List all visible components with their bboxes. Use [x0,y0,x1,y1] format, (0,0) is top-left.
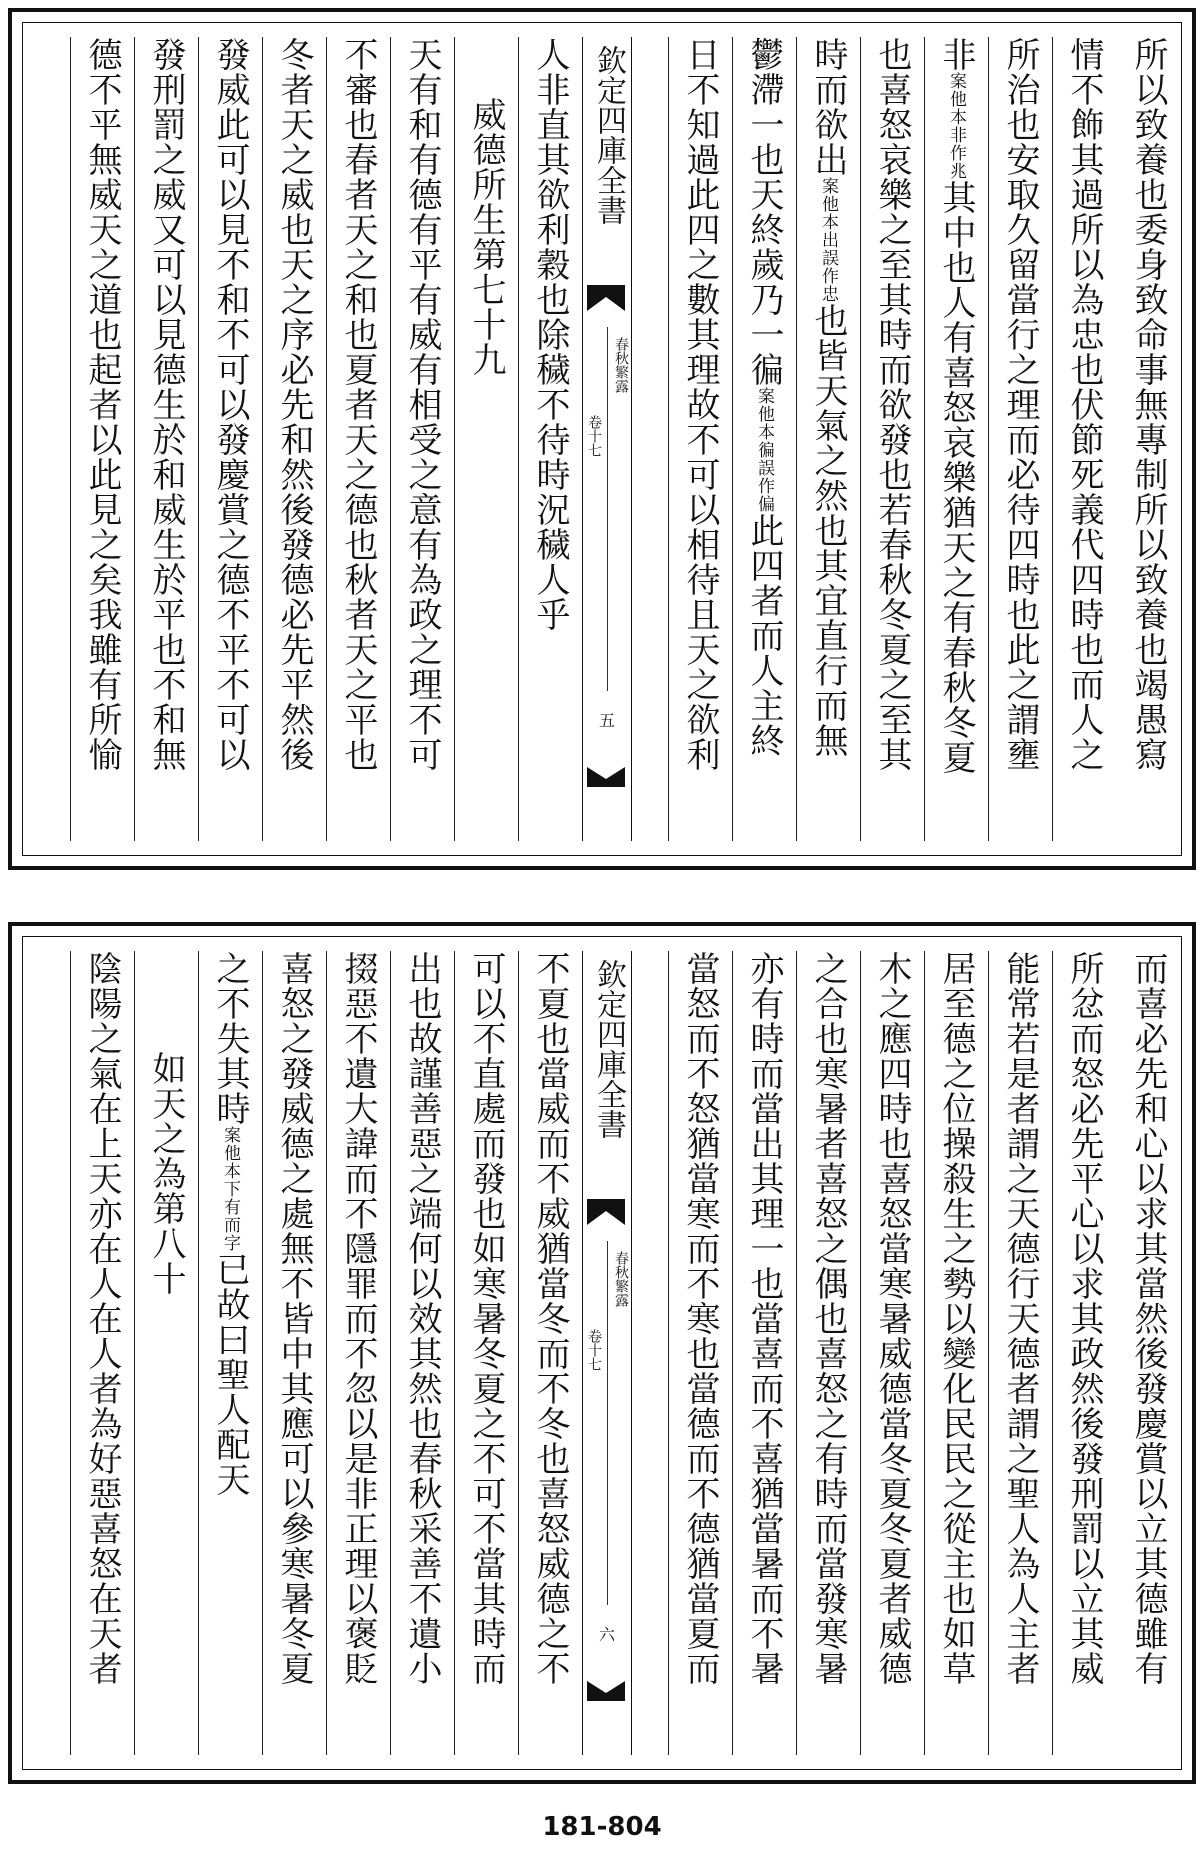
collation-note: 案他本非作兆 [946,72,966,180]
fold-page-number: 六 [598,1625,615,1644]
fold-center-line [607,1241,608,1605]
column-text: 德不平無威天之道也起者以此見之矣我雖有所愉 [82,37,122,772]
column-text: 天有和有德有平有威有相受之意有為政之理不可 [402,37,442,772]
text-column [796,951,860,1755]
column-text: 而喜必先和心以求其當然後發慶賞以立其德雖有 [1128,951,1168,1686]
fishtail-mark-bottom-icon [587,1681,625,1701]
fold-book-title: 春秋繁露 [613,337,629,393]
collation-note: 案他本下有而字 [220,1126,240,1252]
text-column [1052,951,1116,1755]
column-text: 非 [936,37,976,72]
column-text: 木之應四時也喜怒當寒暑威德當冬夏冬夏者威德 [872,951,912,1686]
column-text: 之合也寒暑者喜怒之偶也喜怒之有時而當發寒暑 [808,951,848,1686]
bottom-fold-strip [582,951,632,1755]
column-text: 亦有時而當出其理一也當喜而不喜猶當暑而不暑 [744,951,784,1686]
text-column [668,951,732,1755]
text-column [860,37,924,841]
column-text: 發威此可以見不和不可以發慶賞之德不平不可以 [210,37,250,772]
column-text: 不夏也當威而不威猶當冬而不冬也喜怒威德之不 [530,951,570,1686]
top-page-inner-border [22,22,1182,856]
chapter-heading [454,37,518,841]
text-column [1116,37,1180,841]
column-text: 情不飾其過所以為忠也伏節死義代四時也而人之 [1064,37,1104,772]
fold-page-number: 五 [598,711,615,730]
text-column [390,37,454,841]
text-column [134,37,198,841]
column-text: 也皆天氣之然也其宜直行而無 [808,303,848,758]
column-text: 日不知過此四之數其理故不可以相待且天之欲利 [680,37,720,772]
column-text: 發刑罰之威又可以見德生於和威生於平也不和無 [146,37,186,772]
text-column [390,951,454,1755]
text-column [518,951,582,1755]
text-column [70,951,134,1755]
column-text: 之不失其時 [210,951,250,1126]
column-text: 冬者天之威也天之序必先和然後發德必先平然後 [274,37,314,772]
fold-volume: 卷十七 [586,1329,602,1371]
column-text: 出也故謹善惡之端何以效其然也春秋采善不遺小 [402,951,442,1686]
column-text: 也喜怒哀樂之至其時而欲發也若春秋冬夏之至其 [872,37,912,772]
fold-title: 欽定四庫全書 [591,959,626,1139]
fold-volume: 卷十七 [586,415,602,457]
column-text: 能常若是者謂之天德行天德者謂之聖人為人主者 [1000,951,1040,1686]
text-column [70,37,134,841]
fold-center-line [607,327,608,691]
fishtail-mark-icon [587,285,625,311]
column-text: 掇惡不遺大諱而不隱罪而不忽以是非正理以褒貶 [338,951,378,1686]
text-column [796,37,860,841]
collation-note: 案他本出誤作忠 [818,177,838,303]
text-column [860,951,924,1755]
column-text: 當怒而不怒猶當寒而不寒也當德而不德猶當夏而 [680,951,720,1686]
collation-note: 案他本徧誤作偏 [754,387,774,513]
text-column [924,37,988,841]
column-text: 人非直其欲利穀也除穢不待時況穢人乎 [530,37,570,632]
text-column [668,37,732,841]
text-column [988,37,1052,841]
column-text: 其中也人有喜怒哀樂猶天之有春秋冬夏 [936,180,976,775]
fold-book-title: 春秋繁露 [613,1251,629,1307]
text-column [732,37,796,841]
text-column [262,951,326,1755]
text-column [326,951,390,1755]
column-text: 威德所生第七十九 [466,97,506,377]
text-column [1116,951,1180,1755]
column-text: 陰陽之氣在上天亦在人在人者為好惡喜怒在天者 [82,951,122,1686]
text-column [262,37,326,841]
text-column [1052,37,1116,841]
top-page-frame [8,8,1196,870]
column-text: 時而欲出 [808,37,848,177]
chapter-heading [134,951,198,1755]
top-fold-strip [582,37,632,841]
column-text: 可以不直處而發也如寒暑冬夏之不可不當其時而 [466,951,506,1686]
bottom-page-inner-border [22,936,1182,1770]
fishtail-mark-icon [587,1199,625,1225]
fold-title: 欽定四庫全書 [591,45,626,225]
text-column [326,37,390,841]
column-text: 喜怒之發威德之處無不皆中其應可以參寒暑冬夏 [274,951,314,1686]
column-text: 所治也安取久留當行之理而必待四時也此之謂壅 [1000,37,1040,772]
text-column [198,37,262,841]
column-text: 已故曰聖人配天 [210,1252,250,1497]
page-code: 181-804 [542,1812,662,1842]
fishtail-mark-bottom-icon [587,767,625,787]
text-column [988,951,1052,1755]
text-column [454,951,518,1755]
column-text: 居至德之位操殺生之勢以變化民民之從主也如草 [936,951,976,1686]
column-text: 不審也春者天之和也夏者天之德也秋者天之平也 [338,37,378,772]
column-text: 所忿而怒必先平心以求其政然後發刑罰以立其威 [1064,951,1104,1686]
column-text: 鬱滯一也天終歲乃一徧 [744,37,784,387]
column-text: 如天之為第八十 [146,1051,186,1296]
text-column [518,37,582,841]
text-column [924,951,988,1755]
bottom-page-frame [8,922,1196,1784]
text-column [732,951,796,1755]
column-text: 所以致養也委身致命事無專制所以致養也竭愚寫 [1128,37,1168,772]
column-text: 此四者而人主終 [744,513,784,758]
text-column [198,951,262,1755]
